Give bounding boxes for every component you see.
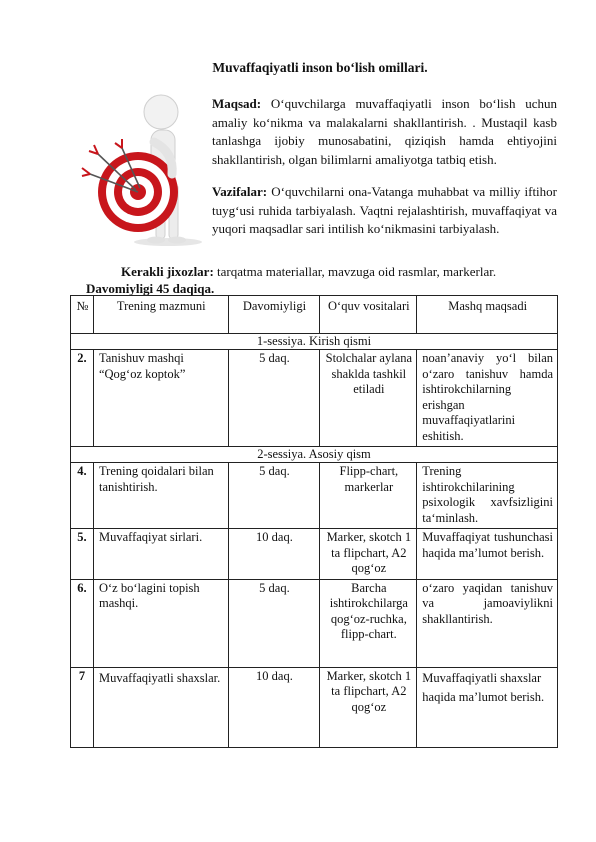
row-goal: Trening ishtirokchilarining psixologik xavfsizligini ta‘minlash. [417,463,558,529]
row-goal: Muvaffaqiyatli shaxslar haqida ma’lumot berish. [417,667,558,747]
row-content: Tanishuv mashqi “Qog‘oz koptok” [93,350,228,447]
row-duration: 5 daq. [228,463,320,529]
duration-line: Davomiyligi 45 daqiqa. [86,281,215,296]
training-table [70,295,558,748]
target-figure-illustration [76,92,206,247]
table-row [71,667,558,747]
tasks-text: O‘quvchilarni ona-Vatanga muhabbat va milliy iftihor tuyg‘usi ruhida tarbiyalash. Vaqtni rejalashtirish, muvaffaqiyat va yuqori maqsadlar sari intilish ko‘nikmasini tarbiyalash. [212,184,557,237]
row-number: 7 [71,667,94,747]
table-row [71,463,558,529]
row-number: 6. [71,579,94,667]
goal-label: Maqsad: [212,96,262,111]
row-number: 2. [71,350,94,447]
row-content: Trening qoidalari bilan tanishtirish. [93,463,228,529]
tasks-label: Vazifalar: [212,184,268,199]
header-goal: Mashq maqsadi [417,296,558,334]
session-row [71,447,558,463]
header-content: Trening mazmuni [93,296,228,334]
row-goal: Muvaffaqiyat tushunchasi haqida ma’lumot berish. [417,529,558,580]
row-duration: 10 daq. [228,529,320,580]
row-tools: Flipp-chart, markerlar [320,463,417,529]
session-title: 1-sessiya. Kirish qismi [71,334,558,350]
session-title: 2-sessiya. Asosiy qism [71,447,558,463]
row-tools: Marker, skotch 1 ta flipchart, A2 qog‘oz [320,667,417,747]
row-content: O‘z bo‘lagini topish mashqi. [93,579,228,667]
row-duration: 10 daq. [228,667,320,747]
row-duration: 5 daq. [228,579,320,667]
row-tools: Marker, skotch 1 ta flipchart, A2 qog‘oz [320,529,417,580]
row-goal: o‘zaro yaqidan tanishuv va jamoaviylikni shakllantirish. [417,579,558,667]
header-tools: O‘quv vositalari [320,296,417,334]
row-goal: noan’anaviy yo‘l bilan o‘zaro tanishuv hamda ishtirokchilarning erishgan muvaffaqiyatlarini eshitish. [417,350,558,447]
document-title: Muvaffaqiyatli inson bo‘lish omillari. [212,60,428,75]
row-duration: 5 daq. [228,350,320,447]
table-row [71,350,558,447]
row-content: Muvaffaqiyat sirlari. [93,529,228,580]
table-row [71,529,558,580]
row-number: 4. [71,463,94,529]
session-row [71,334,558,350]
table-row [71,579,558,667]
equipment-label: Kerakli jixozlar: [121,264,214,279]
goal-paragraph [212,95,557,169]
row-tools: Stolchalar aylana shaklda tashkil etiladi [320,350,417,447]
header-number: № [71,296,94,334]
table-header-row [71,296,558,334]
row-tools: Barcha ishtirokchilarga qog‘oz-ruchka, flipp-chart. [320,579,417,667]
header-duration: Davomiyligi [228,296,320,334]
row-content: Muvaffaqiyatli shaxslar. [93,667,228,747]
tasks-paragraph [212,183,557,239]
equipment-text: tarqatma materiallar, mavzuga oid rasmlar, markerlar. [217,264,497,279]
row-number: 5. [71,529,94,580]
goal-text: O‘quvchilarga muvaffaqiyatli inson bo‘lish uchun amaliy ko‘nikma va malakalarni shakllantirish. . Mustaqil kasb tanlashga ijobiy munosabatini, qiziqish hamda ehtiyojini shakllantirish, olgan bilimlarni amaliyotga tatbiq etish. [212,96,557,167]
equipment-line [121,264,496,280]
